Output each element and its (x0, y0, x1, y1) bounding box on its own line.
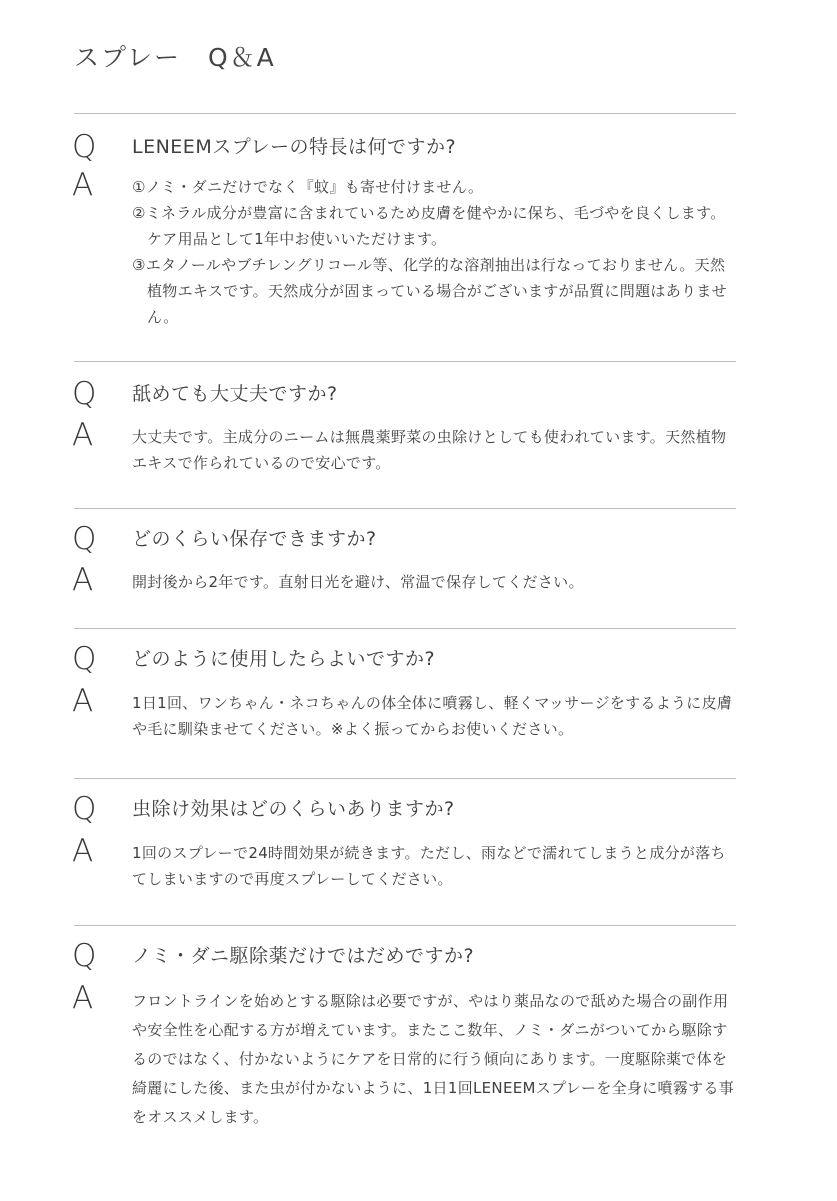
page-title: スプレー Q＆A (74, 43, 276, 72)
faq-item-6 (72, 939, 740, 1132)
question-row (72, 792, 740, 826)
faq-item-1 (72, 130, 740, 330)
question-mark: Q (72, 641, 97, 677)
question-row (72, 522, 740, 556)
question-text: どのように使用したらよいですか? (132, 648, 436, 670)
answer-text: 1回のスプレーで24時間効果が続きます。ただし、雨などで濡れてしまうと成分が落ちてしまいますので再度スプレーしてください。 (132, 844, 726, 888)
answer-text: フロントラインを始めとする駆除は必要ですが、やはり薬品なので舐めた場合の副作用や安全性を心配する方が増えています。またここ数年、ノミ・ダニがついてから駆除するのではなく、付かないようにケアを日常的に行う傾向にあります。一度駆除薬で体を綺麗にした後、また虫が付かないように、1日1回LENEEMスプレーを全身に噴霧する事をオススメします。 (132, 992, 735, 1126)
answer-mark: A (72, 683, 94, 719)
answer-text: 開封後から2年です。直射日光を避け、常温で保存してください。 (132, 573, 584, 591)
question-mark: Q (72, 129, 97, 165)
answer-row (72, 833, 740, 892)
divider (74, 113, 736, 114)
question-text: ノミ・ダニ駆除薬だけではだめですか? (132, 945, 475, 967)
answer-mark: A (72, 833, 94, 869)
answer-mark: A (72, 562, 94, 598)
question-text: LENEEMスプレーの特長は何ですか? (132, 136, 457, 158)
divider (74, 628, 736, 629)
answer-row (72, 167, 740, 330)
answer-list (132, 174, 740, 330)
question-row (72, 642, 740, 676)
faq-item-4 (72, 642, 740, 742)
answer-list-item: ③エタノールやブチレングリコール等、化学的な溶剤抽出は行なっておりません。天然植物エキスです。天然成分が固まっている場合がございますが品質に問題はありません。 (132, 256, 727, 326)
question-text: どのくらい保存できますか? (132, 528, 377, 550)
faq-item-3 (72, 521, 740, 598)
question-mark: Q (72, 938, 97, 974)
faq-item-5 (72, 792, 740, 892)
answer-text: 大丈夫です。主成分のニームは無農薬野菜の虫除けとしても使われています。天然植物エキスで作られているので安心です。 (132, 428, 727, 472)
divider (74, 778, 736, 779)
answer-list-item: ①ノミ・ダニだけでなく『蚊』も寄せ付けません。 (132, 178, 484, 196)
question-mark: Q (72, 376, 97, 412)
question-row (72, 130, 740, 164)
answer-mark: A (72, 417, 94, 453)
answer-list-item: ②ミネラル成分が豊富に含まれているため皮膚を健やかに保ち、毛づやを良くします。ケア用品として1年中お使いいただけます。 (132, 204, 726, 248)
answer-text: 1日1回、ワンちゃん・ネコちゃんの体全体に噴霧し、軽くマッサージをするように皮膚や毛に馴染ませてください。※よく振ってからお使いください。 (132, 694, 733, 738)
question-text: 舐めても大丈夫ですか? (132, 383, 338, 405)
question-row (72, 939, 740, 973)
faq-item-2 (72, 377, 740, 476)
divider (74, 508, 736, 509)
answer-row (72, 562, 740, 598)
question-row (72, 377, 740, 411)
answer-mark: A (72, 980, 94, 1016)
divider (74, 925, 736, 926)
question-mark: Q (72, 791, 97, 827)
question-text: 虫除け効果はどのくらいありますか? (132, 798, 455, 820)
question-mark: Q (72, 521, 97, 557)
answer-row (72, 683, 740, 742)
answer-row (72, 417, 740, 476)
answer-row (72, 980, 740, 1132)
divider (74, 361, 736, 362)
answer-mark: A (72, 167, 94, 203)
